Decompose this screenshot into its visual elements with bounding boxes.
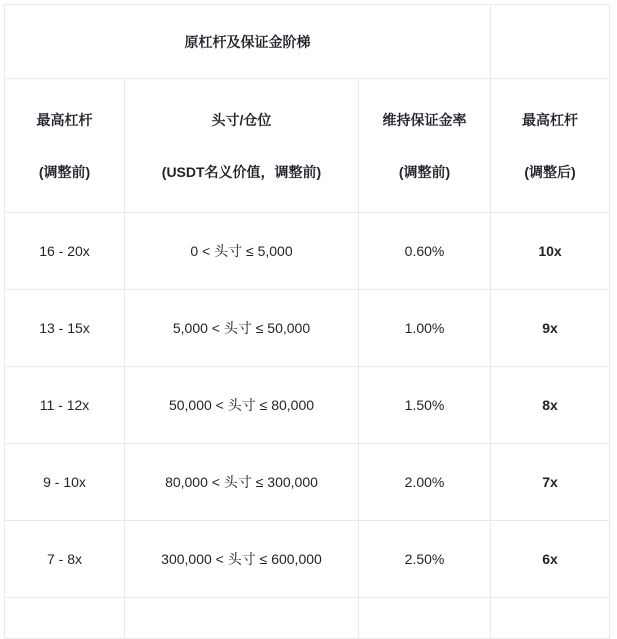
cell-mmr: 1.00% (359, 290, 491, 367)
header-line2: (调整前) (38, 163, 91, 180)
header-line2: (调整前) (398, 163, 451, 180)
header-max-leverage-after (491, 79, 610, 213)
header-line1: 最高杠杆 (36, 111, 93, 128)
cell-empty (5, 598, 125, 639)
cell-leverage-before: 9 - 10x (5, 444, 125, 521)
cell-leverage-after: 9x (491, 290, 610, 367)
leverage-margin-table (4, 4, 610, 639)
cell-leverage-before: 7 - 8x (5, 521, 125, 598)
header-position (125, 79, 359, 213)
cell-empty (491, 598, 610, 639)
table-title-cell (5, 5, 491, 79)
cell-leverage-after: 8x (491, 367, 610, 444)
cell-position-range: 5,000 < 头寸 ≤ 50,000 (125, 290, 359, 367)
cell-leverage-after: 6x (491, 521, 610, 598)
table-row (5, 213, 610, 290)
cell-leverage-before: 11 - 12x (5, 367, 125, 444)
cell-leverage-before: 13 - 15x (5, 290, 125, 367)
cell-leverage-before: 16 - 20x (5, 213, 125, 290)
table-title-empty-cell (491, 5, 610, 79)
table-row (5, 521, 610, 598)
cell-position-range: 300,000 < 头寸 ≤ 600,000 (125, 521, 359, 598)
cell-leverage-after: 10x (491, 213, 610, 290)
header-max-leverage-before (5, 79, 125, 213)
table-title-row (5, 5, 610, 79)
cell-position-range: 50,000 < 头寸 ≤ 80,000 (125, 367, 359, 444)
cell-position-range: 0 < 头寸 ≤ 5,000 (125, 213, 359, 290)
table-row (5, 367, 610, 444)
table-row (5, 444, 610, 521)
cell-mmr: 2.00% (359, 444, 491, 521)
header-line1: 维持保证金率 (382, 111, 467, 128)
header-line2: (USDT名义价值，调整前) (161, 163, 322, 180)
header-line1: 最高杠杆 (522, 111, 579, 128)
cell-empty (125, 598, 359, 639)
table-row (5, 290, 610, 367)
cell-mmr: 2.50% (359, 521, 491, 598)
table-title: 原杠杆及保证金阶梯 (184, 33, 311, 50)
cell-mmr: 1.50% (359, 367, 491, 444)
header-line1: 头寸/仓位 (211, 111, 272, 128)
cell-leverage-after: 7x (491, 444, 610, 521)
leverage-margin-table-wrap (4, 4, 610, 639)
header-line2: (调整后) (524, 163, 576, 180)
header-maintenance-margin-rate (359, 79, 491, 213)
cell-position-range: 80,000 < 头寸 ≤ 300,000 (125, 444, 359, 521)
table-row-cutoff (5, 598, 610, 639)
cell-empty (359, 598, 491, 639)
table-header-row (5, 79, 610, 213)
cell-mmr: 0.60% (359, 213, 491, 290)
